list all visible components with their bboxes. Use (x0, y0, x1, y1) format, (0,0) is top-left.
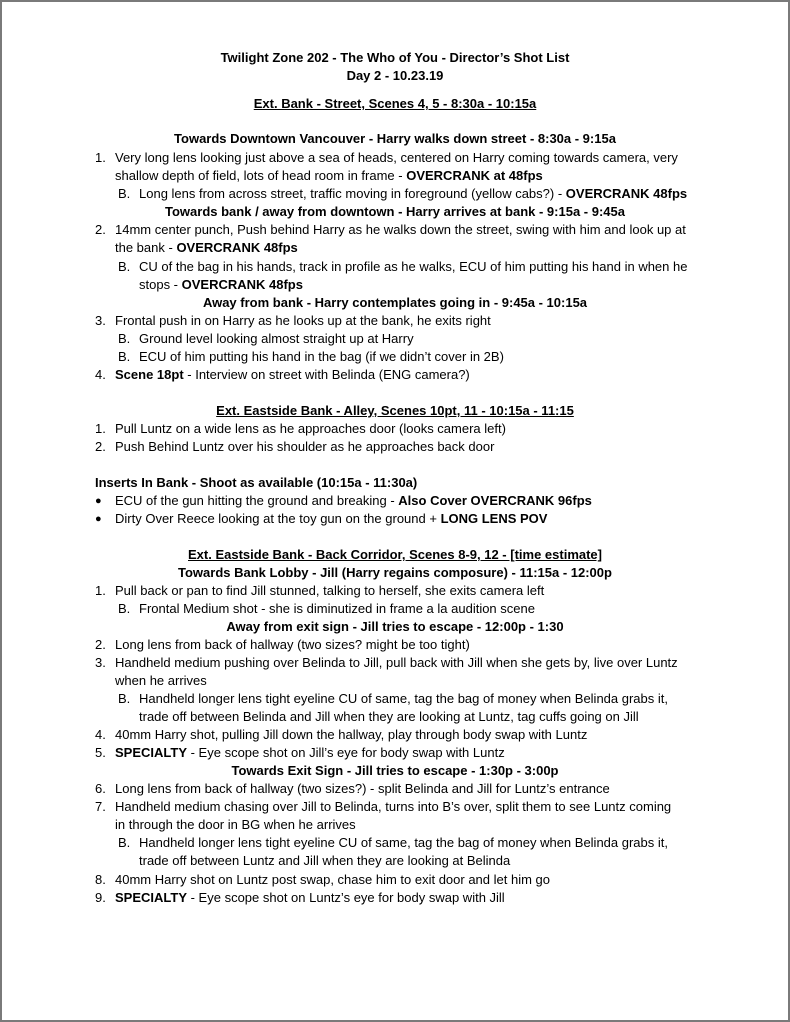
shot-text (115, 510, 547, 528)
shot-text: Handheld longer lens tight eyeline CU of same, tag the bag of money when Belinda grabs it, (139, 691, 668, 706)
item-number: 3. (95, 655, 106, 670)
section-heading-alley: Ext. Eastside Bank - Alley, Scenes 10pt, 11 - 10:15a - 11:15 (216, 403, 574, 418)
subheading-away-from-bank: Away from bank - Harry contemplates going in - 9:45a - 10:15a (202, 295, 588, 310)
shot-text-part: - Eye scope shot on Luntz’s eye for body swap with Jill (187, 890, 505, 905)
shot-text: Handheld longer lens tight eyeline CU of same, tag the bag of money when Belinda grabs it, (139, 835, 668, 850)
section-heading-back-corridor: Ext. Eastside Bank - Back Corridor, Scenes 8-9, 12 - [time estimate] (188, 547, 602, 562)
item-number: 2. (95, 439, 106, 454)
item-number: 5. (95, 745, 106, 760)
shot-text-part: - Eye scope shot on Jill’s eye for body swap with Luntz (187, 745, 505, 760)
shot-emphasis: OVERCRANK 48fps (565, 186, 688, 201)
shot-text: Very long lens looking just above a sea of heads, centered on Harry coming towards camera, very (115, 150, 678, 165)
shot-text-part: - Interview on street with Belinda (ENG camera?) (183, 367, 470, 382)
sub-item-letter: B. (118, 349, 131, 364)
section-heading-inserts: Inserts In Bank - Shoot as available (10:15a - 11:30a) (95, 475, 418, 490)
item-number: 1. (95, 583, 106, 598)
shot-text: Handheld medium pushing over Belinda to Jill, pull back with Jill when she gets by, live over Luntz (115, 655, 678, 670)
shot-text: 14mm center punch, Push behind Harry as he walks down the street, swing with him and look up at (115, 222, 686, 237)
shot-emphasis: Also Cover OVERCRANK 96fps (398, 493, 592, 508)
shot-text: Push Behind Luntz over his shoulder as he approaches back door (115, 439, 495, 454)
shot-text: Frontal push in on Harry as he looks up at the bank, he exits right (115, 313, 491, 328)
item-number: 4. (95, 367, 106, 382)
shot-text: Pull back or pan to find Jill stunned, talking to herself, she exits camera left (115, 583, 545, 598)
shot-text: in through the door in BG when he arrives (115, 817, 356, 832)
subheading-towards-exit: Towards Exit Sign - Jill tries to escape - 1:30p - 3:00p (231, 763, 559, 778)
item-number: 1. (95, 150, 106, 165)
shot-text: Long lens from back of hallway (two sizes? might be too tight) (115, 637, 470, 652)
subheading-away-from-exit: Away from exit sign - Jill tries to escape - 12:00p - 1:30 (226, 619, 564, 634)
shot-text (115, 167, 543, 185)
sub-item-letter: B. (118, 835, 131, 850)
shot-text: 40mm Harry shot on Luntz post swap, chase him to exit door and let him go (115, 872, 550, 887)
item-number: 2. (95, 637, 106, 652)
bullet-icon: ● (95, 495, 102, 507)
subheading-towards-downtown: Towards Downtown Vancouver - Harry walks down street - 8:30a - 9:15a (174, 131, 616, 146)
document-title: Twilight Zone 202 - The Who of You - Director’s Shot List (220, 50, 570, 65)
sub-item-letter: B. (118, 259, 131, 274)
shot-text: Frontal Medium shot - she is diminutized in frame a la audition scene (139, 601, 535, 616)
shot-emphasis: OVERCRANK 48fps (176, 240, 298, 255)
item-number: 3. (95, 313, 106, 328)
shot-text: trade off between Luntz and Jill when they are looking at Belinda (139, 853, 511, 868)
shot-text-part: the bank - (115, 240, 177, 255)
shot-emphasis: OVERCRANK 48fps (181, 277, 303, 292)
sub-item-letter: B. (118, 601, 131, 616)
subheading-towards-lobby: Towards Bank Lobby - Jill (Harry regains composure) - 11:15a - 12:00p (178, 565, 612, 580)
section-heading-street: Ext. Bank - Street, Scenes 4, 5 - 8:30a - 10:15a (253, 96, 537, 111)
shot-text: Pull Luntz on a wide lens as he approaches door (looks camera left) (115, 421, 506, 436)
shot-emphasis: SPECIALTY (115, 890, 187, 905)
bullet-icon: ● (95, 513, 102, 525)
shot-text: Ground level looking almost straight up at Harry (139, 331, 414, 346)
sub-item-letter: B. (118, 186, 131, 201)
shot-text: ECU of him putting his hand in the bag (if we didn’t cover in 2B) (139, 349, 504, 364)
shot-text (139, 276, 303, 294)
shot-text-part: Long lens from across street, traffic moving in foreground (yellow cabs?) - (139, 186, 566, 201)
shot-text: Handheld medium chasing over Jill to Belinda, turns into B’s over, split them to see Luntz coming (115, 799, 672, 814)
shot-text-part: ECU of the gun hitting the ground and breaking - (115, 493, 399, 508)
shot-text (115, 239, 298, 257)
subheading-towards-bank: Towards bank / away from downtown - Harry arrives at bank - 9:15a - 9:45a (165, 204, 625, 219)
shot-text-part: Dirty Over Reece looking at the toy gun on the ground + (115, 511, 441, 526)
item-number: 7. (95, 799, 106, 814)
item-number: 4. (95, 727, 106, 742)
shot-emphasis: OVERCRANK at 48fps (406, 168, 543, 183)
item-number: 8. (95, 872, 106, 887)
sub-item-letter: B. (118, 331, 131, 346)
shot-emphasis: Scene 18pt (115, 367, 184, 382)
shot-emphasis: SPECIALTY (115, 745, 187, 760)
shot-text: Long lens from back of hallway (two sizes?) - split Belinda and Jill for Luntz’s entrance (115, 781, 610, 796)
shot-text (115, 889, 505, 907)
shot-text: trade off between Belinda and Jill when they are looking at Luntz, tag cuffs going on Jill (139, 709, 639, 724)
shot-text: 40mm Harry shot, pulling Jill down the hallway, play through body swap with Luntz (115, 727, 588, 742)
item-number: 6. (95, 781, 106, 796)
shot-text (115, 366, 470, 384)
shot-emphasis: LONG LENS POV (440, 511, 548, 526)
item-number: 2. (95, 222, 106, 237)
sub-item-letter: B. (118, 691, 131, 706)
item-number: 1. (95, 421, 106, 436)
shot-text: when he arrives (115, 673, 207, 688)
shot-text (115, 492, 592, 510)
item-number: 9. (95, 890, 106, 905)
document-day: Day 2 - 10.23.19 (346, 68, 444, 83)
shot-text (115, 744, 505, 762)
shot-text-part: shallow depth of field, lots of head room in frame - (115, 168, 407, 183)
shot-text (139, 185, 687, 203)
shot-text: CU of the bag in his hands, track in profile as he walks, ECU of him putting his hand in when he (139, 259, 688, 274)
shot-text-part: stops - (139, 277, 182, 292)
